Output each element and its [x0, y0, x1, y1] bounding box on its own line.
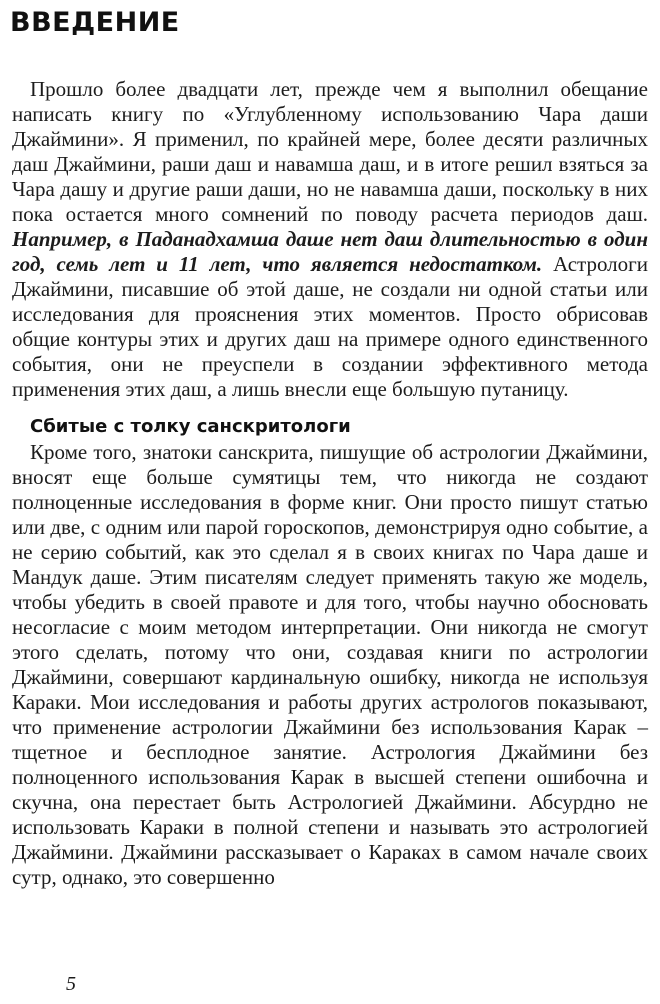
intro-paragraph: [12, 77, 648, 402]
intro-text-start: Прошло более двадцати лет, прежде чем я выполнил обещание написать книгу по «Углубленному использованию Чара даши Джаймини». Я применил, по крайней мере, более десяти различных даш Джаймини, раши даш и навамша даш, и в итоге решил взяться за Чара дашу и другие раши даши, но не навамша даши, поскольку в них пока остается много сомнений по поводу расчета периодов даш.: [12, 77, 648, 226]
section-paragraph: Кроме того, знатоки санскрита, пишущие об астрологии Джаймини, вносят еще больше сумятицы тем, что никогда не создают полноценные исследования в форме книг. Они просто пишут статью или две, с одним или парой гороскопов, демонстрируя одно событие, а не серию событий, как это сделал я в своих книгах по Чара даше и Мандук даше. Этим писателям следует применять такую же модель, чтобы убедить в своей правоте и для того, чтобы научно обосновать несогласие с моим методом интерпретации. Они никогда не смогут этого сделать, потому что они, создавая книги по астрологии Джаймини, совершают кардинальную ошибку, никогда не используя Караки. Мои исследования и работы других астрологов показывают, что применение астрологии Джаймини без использования Карак – тщетное и бесплодное занятие. Астрология Джаймини без полноценного использования Карак в высшей степени ошибочна и скучна, она перестает быть Астрологией Джаймини. Абсурдно не использовать Караки в полной степени и называть это астрологией Джаймини. Джаймини рассказывает о Караках в самом начале своих сутр, однако, это совершенно: [12, 440, 648, 889]
chapter-heading: ВВЕДЕНИЕ: [10, 7, 180, 38]
section-heading: Сбитые с толку санскритологи: [30, 416, 351, 437]
page-number: 5: [66, 973, 76, 995]
body-text: [12, 77, 648, 890]
emphasized-sentence: Например, в Паданадхамша даше нет даш длительностью в один год, семь лет и 11 лет, что является недостатком.: [12, 227, 648, 276]
intro-text-end: Астрологи Джаймини, писавшие об этой даше, не создали ни одной статьи или исследования для прояснения этих моментов. Просто обрисовав общие контуры этих и других даш на примере одного единственного события, они не преуспели в создании эффективного метода применения этих даш, а лишь внесли еще большую путаницу.: [12, 252, 649, 401]
